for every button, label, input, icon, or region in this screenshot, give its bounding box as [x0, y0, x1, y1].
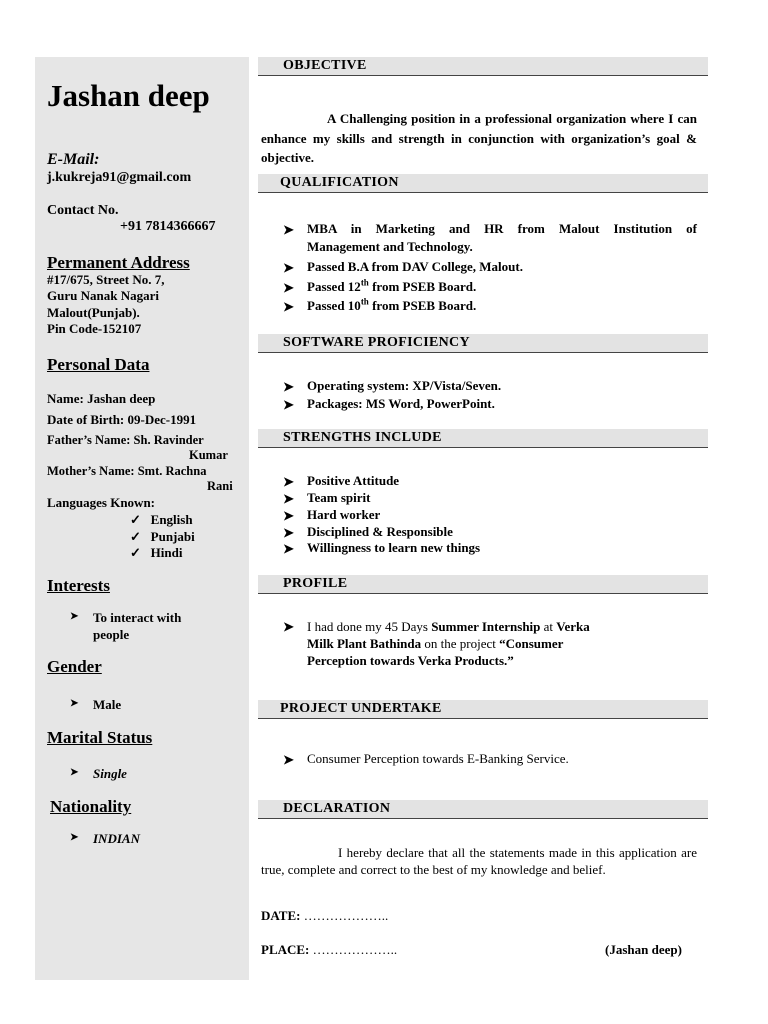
- check-icon: ✓: [130, 512, 141, 527]
- contact-value: +91 7814366667: [120, 219, 216, 234]
- arrow-bullet-icon: ➤: [283, 491, 294, 506]
- marital-status-value: Single: [93, 766, 127, 781]
- arrow-bullet-icon: ➤: [283, 222, 294, 237]
- objective-heading: OBJECTIVE: [258, 57, 708, 76]
- date-of-birth: Date of Birth: 09-Dec-1991: [47, 412, 197, 427]
- address-line: Malout(Punjab).: [47, 305, 140, 320]
- arrow-bullet-icon: ➤: [283, 379, 294, 394]
- nationality-value: INDIAN: [93, 831, 140, 846]
- father-name-cont: Kumar: [189, 448, 228, 462]
- arrow-bullet-icon: ➤: [283, 752, 294, 767]
- language-item: ✓ English: [130, 512, 193, 527]
- check-icon: ✓: [130, 529, 141, 544]
- arrow-bullet-icon: ➤: [283, 541, 294, 556]
- software-item: Packages: MS Word, PowerPoint.: [307, 396, 495, 411]
- gender-heading: Gender: [47, 657, 102, 676]
- strength-item: Team spirit: [307, 490, 371, 505]
- arrow-bullet-icon: ➤: [283, 299, 294, 314]
- software-heading: SOFTWARE PROFICIENCY: [258, 334, 708, 353]
- address-line: Pin Code-152107: [47, 321, 142, 336]
- arrow-bullet-icon: ➤: [283, 525, 294, 540]
- strength-item: Hard worker: [307, 507, 381, 522]
- signature: (Jashan deep): [605, 942, 682, 957]
- mother-name-cont: Rani: [207, 479, 233, 493]
- strengths-heading: STRENGTHS INCLUDE: [258, 429, 708, 448]
- qualification-heading: QUALIFICATION: [258, 174, 708, 193]
- interest-line: To interact with: [93, 610, 182, 625]
- qualification-item: Passed 12th from PSEB Board.: [307, 277, 477, 294]
- arrow-bullet-icon: ➤: [283, 397, 294, 412]
- email-value: j.kukreja91@gmail.com: [47, 170, 192, 185]
- place-line: PLACE: ………………..: [261, 942, 398, 957]
- personal-name: Name: Jashan deep: [47, 391, 156, 406]
- qualification-item: Passed 10th from PSEB Board.: [307, 296, 477, 313]
- languages-label: Languages Known:: [47, 495, 155, 510]
- date-line: DATE: ………………..: [261, 908, 389, 923]
- strength-item: Disciplined & Responsible: [307, 524, 453, 539]
- strength-item: Positive Attitude: [307, 473, 400, 488]
- interests-heading: Interests: [47, 576, 110, 595]
- arrow-bullet-icon: ➤: [283, 508, 294, 523]
- strength-item: Willingness to learn new things: [307, 540, 481, 555]
- qualification-item: MBA in Marketing and HR from Malout Institution of Management and Technology.: [307, 221, 697, 254]
- gender-value: Male: [93, 697, 122, 712]
- marital-status-heading: Marital Status: [47, 728, 153, 747]
- address-heading: Permanent Address: [47, 253, 190, 272]
- check-icon: ✓: [130, 545, 141, 560]
- nationality-heading: Nationality: [50, 797, 132, 816]
- arrow-bullet-icon: ➤: [283, 260, 294, 275]
- language-item: ✓ Hindi: [130, 545, 183, 560]
- project-heading: PROJECT UNDERTAKE: [258, 700, 708, 719]
- profile-heading: PROFILE: [258, 575, 708, 594]
- arrow-bullet-icon: ➤: [283, 280, 294, 295]
- profile-text: I had done my 45 Days Summer Internship at Verka Milk Plant Bathinda on the project “Consumer Perception towards Verka Products.”: [307, 619, 590, 668]
- arrow-bullet-icon: ➤: [70, 698, 79, 709]
- objective-text: A Challenging position in a professional organization where I can enhance my skills and strength in conjunction with organization’s goal & objective.: [261, 111, 697, 165]
- arrow-bullet-icon: ➤: [283, 474, 294, 489]
- address-line: #17/675, Street No. 7,: [47, 272, 165, 287]
- declaration-text: I hereby declare that all the statements made in this application are true, complete and correct to the best of my knowledge and belief.: [261, 845, 697, 877]
- project-item: Consumer Perception towards E-Banking Service.: [307, 751, 569, 766]
- arrow-bullet-icon: ➤: [70, 767, 79, 778]
- candidate-name: Jashan deep: [47, 78, 210, 113]
- arrow-bullet-icon: ➤: [70, 832, 79, 843]
- personal-data-heading: Personal Data: [47, 355, 150, 374]
- language-item: ✓ Punjabi: [130, 529, 195, 544]
- email-label: E-Mail:: [47, 151, 100, 168]
- declaration-heading: DECLARATION: [258, 800, 708, 819]
- address-line: Guru Nanak Nagari: [47, 288, 159, 303]
- interest-line: people: [93, 627, 130, 642]
- father-name: Father’s Name: Sh. Ravinder: [47, 433, 204, 447]
- qualification-item: Passed B.A from DAV College, Malout.: [307, 259, 523, 274]
- arrow-bullet-icon: ➤: [70, 611, 79, 622]
- mother-name: Mother’s Name: Smt. Rachna: [47, 464, 207, 478]
- software-item: Operating system: XP/Vista/Seven.: [307, 378, 502, 393]
- arrow-bullet-icon: ➤: [283, 619, 294, 634]
- contact-label: Contact No.: [47, 203, 119, 218]
